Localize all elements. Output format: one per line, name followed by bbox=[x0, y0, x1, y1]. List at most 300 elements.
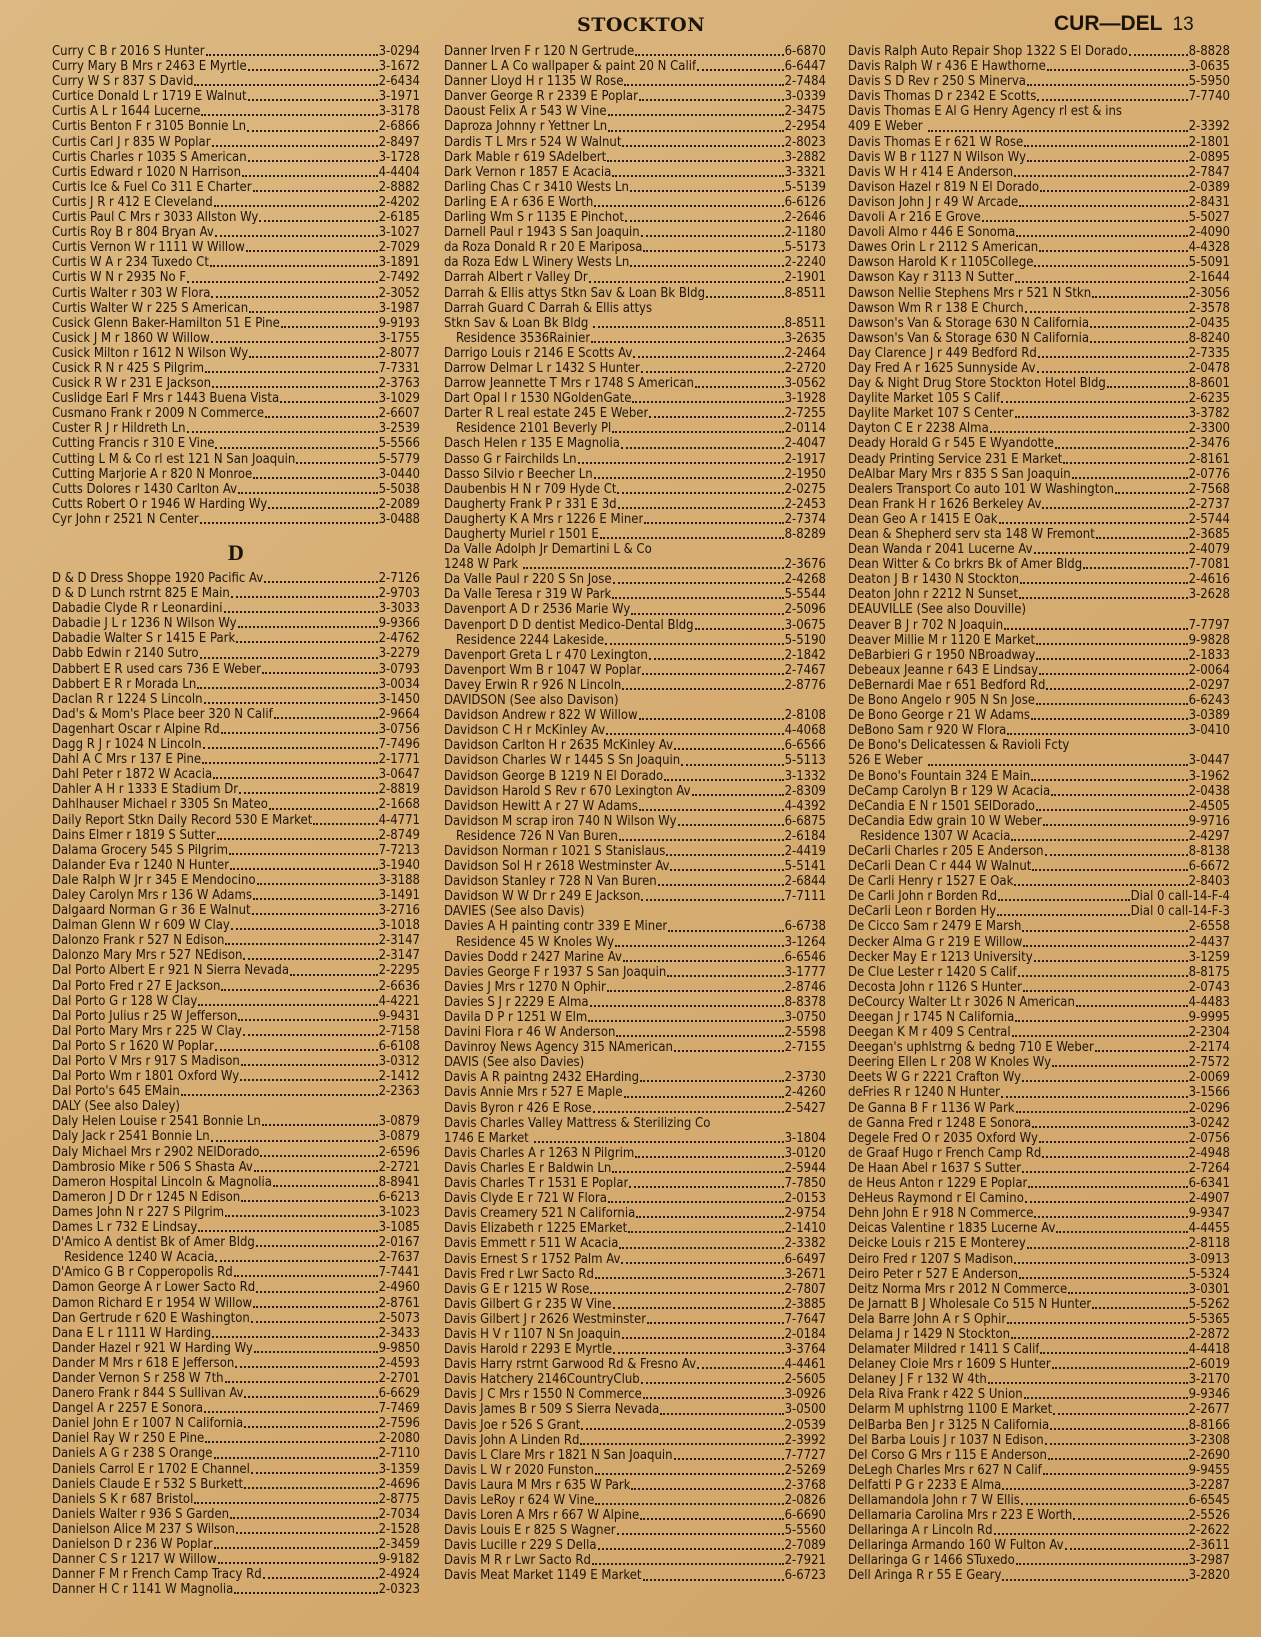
dot-leader bbox=[605, 643, 783, 645]
listing-phone: 6-6875 bbox=[784, 813, 826, 829]
dot-leader bbox=[215, 447, 377, 449]
listing-phone: 3-1332 bbox=[784, 768, 826, 784]
listing-phone: 2-1771 bbox=[378, 752, 420, 768]
dot-leader bbox=[697, 69, 784, 71]
dot-leader bbox=[649, 658, 784, 660]
listing-entry bbox=[444, 452, 826, 467]
listing-name: De Carli Henry r 1527 E Oak bbox=[848, 874, 1014, 890]
listing-name: Davis James B r 509 S Sierra Nevada bbox=[444, 1402, 660, 1418]
listing-name: Dagenhart Oscar r Alpine Rd bbox=[52, 721, 220, 737]
listing-entry bbox=[444, 104, 826, 119]
listing-name: Day & Night Drug Store Stockton Hotel Bldg bbox=[848, 376, 1106, 392]
listing-name: Dabb Edwin r 2140 Sutro bbox=[52, 646, 199, 662]
listing-name: Dahl Peter r 1872 W Acacia bbox=[52, 767, 213, 783]
listing-entry bbox=[444, 44, 826, 59]
listing-entry bbox=[52, 436, 420, 451]
listing-phone: 7-7727 bbox=[784, 1447, 826, 1463]
listing-phone: 2-1528 bbox=[378, 1521, 420, 1537]
listing-phone: 3-1928 bbox=[784, 391, 826, 407]
listing-entry bbox=[444, 859, 826, 874]
listing-name: Darling Wm S r 1135 E Pinchot bbox=[444, 210, 624, 226]
listing-name: DeCarli Charles r 205 E Anderson bbox=[848, 843, 1044, 859]
listing-name: Dawson Nellie Stephens Mrs r 521 N Stkn bbox=[848, 285, 1092, 301]
listing-name: Davis H V r 1107 N Sn Joaquin bbox=[444, 1326, 621, 1342]
listing-name: Davis W H r 414 E Anderson bbox=[848, 164, 1014, 180]
dot-leader bbox=[204, 1411, 377, 1413]
listing-entry bbox=[444, 1433, 826, 1448]
listing-phone: 2-2646 bbox=[784, 210, 826, 226]
listing-entry bbox=[444, 723, 826, 738]
listing-entry bbox=[444, 376, 826, 391]
listing-name: Davison Hazel r 819 N El Dorado bbox=[848, 179, 1040, 195]
listing-phone: 3-3764 bbox=[784, 1342, 826, 1358]
listing-name: Dains Elmer r 1819 S Sutter bbox=[52, 827, 216, 843]
dot-leader bbox=[695, 628, 784, 630]
listing-name: Dangel A r 2257 E Sonora bbox=[52, 1401, 204, 1417]
listing-name: DeCourcy Walter Lt r 3026 N American bbox=[848, 994, 1075, 1010]
listing-name: Davis John A Linden Rd bbox=[444, 1432, 580, 1448]
listing-name: Decker Alma G r 219 E Willow bbox=[848, 934, 1023, 950]
listing-entry bbox=[848, 557, 1230, 572]
dot-leader bbox=[592, 1563, 784, 1565]
listing-entry bbox=[52, 512, 420, 527]
dot-leader bbox=[1072, 477, 1188, 479]
dot-leader bbox=[622, 688, 783, 690]
listing-phone: 3-1259 bbox=[1188, 949, 1230, 965]
listing-name: Deaver Millie M r 1120 E Market bbox=[848, 632, 1036, 648]
listing-entry bbox=[52, 74, 420, 89]
dot-leader bbox=[613, 1307, 784, 1309]
dot-leader bbox=[621, 447, 784, 449]
listing-phone: 2-4419 bbox=[784, 843, 826, 859]
listing-column-1 bbox=[52, 44, 420, 1597]
dot-leader bbox=[1040, 1352, 1187, 1354]
listing-phone: 6-6447 bbox=[784, 59, 826, 75]
listing-name: Curtis A L r 1644 Lucerne bbox=[52, 104, 201, 120]
listing-phone: 6-6243 bbox=[1188, 693, 1230, 709]
listing-phone: 2-7492 bbox=[378, 270, 420, 286]
listing-entry bbox=[848, 633, 1230, 648]
listing-entry bbox=[52, 1129, 420, 1144]
listing-entry bbox=[848, 1357, 1230, 1372]
listing-phone: 2-6434 bbox=[378, 74, 420, 90]
listing-name: D & D Lunch rstrnt 825 E Main bbox=[52, 586, 230, 602]
listing-phone: 2-2677 bbox=[1188, 1402, 1230, 1418]
listing-name: De Bono's Fountain 324 E Main bbox=[848, 768, 1031, 784]
dot-leader bbox=[534, 1141, 784, 1143]
listing-entry bbox=[848, 255, 1230, 270]
listing-entry bbox=[848, 301, 1230, 316]
dot-leader bbox=[1031, 718, 1188, 720]
listing-name: DeCarli Dean C r 444 W Walnut bbox=[848, 859, 1032, 875]
listing-entry bbox=[848, 527, 1230, 542]
listing-entry bbox=[848, 1085, 1230, 1100]
listing-name: Dean Witter & Co brkrs Bk of Amer Bldg bbox=[848, 557, 1083, 573]
dot-leader bbox=[633, 356, 783, 358]
listing-entry bbox=[444, 1387, 826, 1402]
listing-entry bbox=[848, 1433, 1230, 1448]
listing-entry bbox=[52, 782, 420, 797]
listing-phone: 3-3782 bbox=[1188, 406, 1230, 422]
listing-name: Davis Louis E r 825 S Wagner bbox=[444, 1523, 616, 1539]
listing-phone: 2-4593 bbox=[378, 1355, 420, 1371]
dot-leader bbox=[241, 1064, 378, 1066]
listing-phone: 2-2363 bbox=[378, 1084, 420, 1100]
listing-entry bbox=[52, 1160, 420, 1175]
listing-phone: 2-3052 bbox=[378, 285, 420, 301]
section-letter: D bbox=[228, 540, 244, 565]
listing-name: Darrah Albert r Valley Dr bbox=[444, 270, 588, 286]
listing-name: Davis J C Mrs r 1550 N Commerce bbox=[444, 1387, 642, 1403]
listing-entry bbox=[444, 1025, 826, 1040]
listing-phone: 2-4297 bbox=[1188, 828, 1230, 844]
dot-leader bbox=[628, 1231, 783, 1233]
listing-phone: 3-0242 bbox=[1188, 1115, 1230, 1131]
listing-name: Cusick J M r 1860 W Willow bbox=[52, 330, 210, 346]
listing-phone: 6-6546 bbox=[784, 949, 826, 965]
listing-name: Curtis Edward r 1020 N Harrison bbox=[52, 164, 242, 180]
listing-phone: 2-0438 bbox=[1188, 783, 1230, 799]
listing-phone: 2-5605 bbox=[784, 1372, 826, 1388]
listing-phone: 2-1668 bbox=[378, 797, 420, 813]
listing-name: Davidson Sol H r 2618 Westminster Av bbox=[444, 859, 670, 875]
dot-leader bbox=[203, 747, 378, 749]
listing-phone: 8-8175 bbox=[1188, 964, 1230, 980]
listing-entry bbox=[52, 1220, 420, 1235]
dot-leader bbox=[623, 960, 784, 962]
listing-phone: 2-8497 bbox=[378, 134, 420, 150]
dot-leader bbox=[1016, 235, 1187, 237]
listing-phone: 2-0069 bbox=[1188, 1070, 1230, 1086]
listing-entry bbox=[848, 1161, 1230, 1176]
dot-leader bbox=[600, 537, 784, 539]
listing-entry bbox=[52, 104, 420, 119]
listing-phone: 3-1987 bbox=[378, 300, 420, 316]
listing-entry bbox=[444, 150, 826, 165]
listing-entry bbox=[52, 497, 420, 512]
dot-leader bbox=[595, 1473, 784, 1475]
listing-name: Danielson Alice M 237 S Wilson bbox=[52, 1521, 235, 1537]
listing-entry bbox=[444, 512, 826, 527]
dot-leader bbox=[1042, 507, 1187, 509]
listing-name: Darling E A r 636 E Worth bbox=[444, 194, 594, 210]
dot-leader bbox=[273, 1185, 378, 1187]
listing-entry bbox=[848, 150, 1230, 165]
listing-name: Dayton C E r 2238 Alma bbox=[848, 421, 989, 437]
dot-leader bbox=[248, 160, 378, 162]
dot-leader bbox=[622, 1337, 784, 1339]
listing-phone: 5-5113 bbox=[784, 753, 826, 769]
listing-entry bbox=[848, 1478, 1230, 1493]
listing-phone: 2-0389 bbox=[1188, 179, 1230, 195]
listing-name: Da Valle Teresa r 319 W Park bbox=[444, 587, 612, 603]
listing-entry bbox=[444, 436, 826, 451]
listing-name: Delfatti P G r 2233 E Alma bbox=[848, 1477, 1002, 1493]
section-heading: DAVIS (See also Davies) bbox=[444, 1055, 585, 1071]
dot-leader bbox=[1028, 1186, 1187, 1188]
listing-phone: 2-4090 bbox=[1188, 225, 1230, 241]
listing-phone: 2-4960 bbox=[378, 1280, 420, 1296]
listing-phone: 3-3188 bbox=[378, 872, 420, 888]
listing-phone: 7-7647 bbox=[784, 1311, 826, 1327]
dot-leader bbox=[594, 477, 784, 479]
dot-leader bbox=[238, 626, 378, 628]
listing-phone: 6-6672 bbox=[1188, 859, 1230, 875]
listing-entry bbox=[444, 346, 826, 361]
dot-leader bbox=[674, 748, 784, 750]
listing-name: Davis Thomas E r 621 W Rose bbox=[848, 134, 1024, 150]
listing-entry bbox=[444, 497, 826, 512]
listing-phone: 8-8828 bbox=[1188, 44, 1230, 59]
listing-entry bbox=[52, 1552, 420, 1567]
listing-entry bbox=[848, 814, 1230, 829]
listing-phone: 5-5365 bbox=[1188, 1311, 1230, 1327]
listing-phone: 2-2240 bbox=[784, 255, 826, 271]
listing-phone: 2-0297 bbox=[1188, 677, 1230, 693]
dot-leader bbox=[1019, 1277, 1187, 1279]
listing-phone: 2-1801 bbox=[1188, 134, 1230, 150]
listing-entry bbox=[444, 1493, 826, 1508]
dot-leader bbox=[221, 989, 377, 991]
listing-name: Residence 1240 W Acacia bbox=[64, 1250, 215, 1266]
listing-phone: 5-5779 bbox=[378, 451, 420, 467]
listing-name: Delamater Mildred r 1411 S Calif bbox=[848, 1342, 1040, 1358]
dot-leader bbox=[1090, 326, 1188, 328]
listing-phone: 7-7111 bbox=[784, 889, 826, 905]
listing-entry bbox=[848, 1568, 1230, 1583]
listing-entry bbox=[52, 150, 420, 165]
listing-phone: 3-0500 bbox=[784, 1402, 826, 1418]
listing-phone: 3-1566 bbox=[1188, 1085, 1230, 1101]
dot-leader bbox=[281, 326, 378, 328]
listing-entry bbox=[848, 1236, 1230, 1251]
listing-entry bbox=[52, 1114, 420, 1129]
listing-entry bbox=[444, 255, 826, 270]
listing-entry bbox=[444, 467, 826, 482]
listing-name: DeCandia Edw grain 10 W Weber bbox=[848, 813, 1042, 829]
listing-entry bbox=[848, 1327, 1230, 1342]
listing-name: Cutting Francis r 310 E Vine bbox=[52, 436, 215, 452]
listing-phone: 3-3033 bbox=[378, 601, 420, 617]
listing-entry bbox=[52, 873, 420, 888]
listing-phone: 2-8746 bbox=[784, 979, 826, 995]
listing-entry bbox=[848, 406, 1230, 421]
listing-phone: 2-0064 bbox=[1188, 662, 1230, 678]
listing-phone: 6-6629 bbox=[378, 1386, 420, 1402]
listing-column-3 bbox=[848, 44, 1230, 1584]
listing-entry bbox=[444, 286, 826, 301]
listing-phone: 2-7110 bbox=[378, 1446, 420, 1462]
listing-name: Residence 3536Rainier bbox=[456, 330, 591, 346]
listing-name: Cuslidge Earl F Mrs r 1443 Buena Vista bbox=[52, 391, 280, 407]
dot-leader bbox=[1052, 1367, 1188, 1369]
dot-leader bbox=[928, 130, 1188, 132]
dot-leader bbox=[262, 672, 378, 674]
dot-leader bbox=[990, 431, 1188, 433]
listing-entry bbox=[444, 1478, 826, 1493]
listing-entry bbox=[52, 979, 420, 994]
listing-phone: 4-4068 bbox=[784, 723, 826, 739]
listing-phone: 2-5073 bbox=[378, 1310, 420, 1326]
listing-phone: 3-2170 bbox=[1188, 1372, 1230, 1388]
listing-entry bbox=[52, 933, 420, 948]
listing-entry bbox=[444, 1463, 826, 1478]
listing-entry bbox=[444, 769, 826, 784]
listing-name: Dark Vernon r 1857 E Acacia bbox=[444, 164, 612, 180]
listing-name: Davies J Mrs r 1270 N Ophir bbox=[444, 979, 606, 995]
listing-entry bbox=[52, 1280, 420, 1295]
listing-name: Curry W S r 837 S David bbox=[52, 74, 194, 90]
listing-name: Del Corso G Mrs r 115 E Anderson bbox=[848, 1447, 1047, 1463]
listing-entry bbox=[52, 767, 420, 782]
listing-phone: 2-1833 bbox=[1188, 647, 1230, 663]
listing-entry bbox=[848, 361, 1230, 376]
dot-leader bbox=[999, 522, 1188, 524]
dot-leader bbox=[1012, 1035, 1188, 1037]
listing-phone: 5-5544 bbox=[784, 587, 826, 603]
listing-entry bbox=[444, 1176, 826, 1191]
listing-entry bbox=[444, 527, 826, 542]
listing-name: D & D Dress Shoppe 1920 Pacific Av bbox=[52, 571, 264, 586]
dot-leader bbox=[241, 1200, 377, 1202]
listing-entry bbox=[444, 135, 826, 150]
listing-entry bbox=[848, 965, 1230, 980]
listing-phone: 2-5269 bbox=[784, 1462, 826, 1478]
listing-phone: 5-5091 bbox=[1188, 255, 1230, 271]
dot-leader bbox=[1018, 975, 1188, 977]
dot-leader bbox=[635, 1156, 783, 1158]
listing-name: DeBarbieri G r 1950 NBroadway bbox=[848, 647, 1036, 663]
dot-leader bbox=[670, 869, 783, 871]
listing-phone: 5-5262 bbox=[1188, 1296, 1230, 1312]
listing-phone: 9-9182 bbox=[378, 1552, 420, 1568]
listing-phone: 2-3433 bbox=[378, 1325, 420, 1341]
listing-phone: 2-2737 bbox=[1188, 496, 1230, 512]
listing-continuation bbox=[444, 316, 826, 331]
listing-name: Davis M R r Lwr Sacto Rd bbox=[444, 1553, 591, 1569]
listing-name: Danver George R r 2339 E Poplar bbox=[444, 89, 638, 105]
listing-name: Daly Jack r 2541 Bonnie Ln bbox=[52, 1129, 210, 1145]
listing-entry bbox=[52, 1250, 420, 1265]
listing-name: Residence 2101 Beverly Pl bbox=[456, 421, 612, 437]
listing-entry bbox=[444, 1357, 826, 1372]
listing-entry bbox=[848, 74, 1230, 89]
dot-leader bbox=[1031, 779, 1187, 781]
listing-entry bbox=[52, 1356, 420, 1371]
listing-entry bbox=[52, 858, 420, 873]
listing-name: Deering Ellen L r 208 W Knoles Wy bbox=[848, 1055, 1052, 1071]
listing-phone: 3-0793 bbox=[378, 661, 420, 677]
listing-name: Deaton J B r 1430 N Stockton bbox=[848, 572, 1020, 588]
listing-entry bbox=[52, 571, 420, 586]
dot-leader bbox=[1076, 1005, 1188, 1007]
name-range-label: CUR—DEL bbox=[1054, 12, 1163, 35]
dot-leader bbox=[1019, 597, 1188, 599]
dot-leader bbox=[248, 99, 378, 101]
listing-entry bbox=[848, 512, 1230, 527]
listing-name: Curtice Donald L r 1719 E Walnut bbox=[52, 89, 247, 105]
listing-name: DeCarli Leon r Borden Hy bbox=[848, 904, 997, 920]
listing-entry bbox=[444, 1342, 826, 1357]
listing-phone: 3-0488 bbox=[378, 511, 420, 527]
dot-leader bbox=[1129, 54, 1188, 56]
listing-phone: 2-0114 bbox=[784, 421, 826, 437]
listing-name: Dela Riva Frank r 422 S Union bbox=[848, 1387, 1023, 1403]
dot-leader bbox=[263, 1577, 378, 1579]
dot-leader bbox=[1042, 1156, 1187, 1158]
listing-entry bbox=[848, 663, 1230, 678]
listing-phone: 2-7374 bbox=[784, 511, 826, 527]
listing-phone: 3-1971 bbox=[378, 89, 420, 105]
listing-entry bbox=[848, 1418, 1230, 1433]
dot-leader bbox=[204, 702, 378, 704]
listing-phone: 2-6636 bbox=[378, 978, 420, 994]
listing-entry bbox=[848, 1055, 1230, 1070]
listing-phone: Dial 0 call-14-F-4 bbox=[1130, 889, 1230, 905]
listing-entry bbox=[848, 980, 1230, 995]
dot-leader bbox=[1036, 643, 1188, 645]
listing-phone: 9-9431 bbox=[378, 1008, 420, 1024]
listing-name: Dean Wanda r 2041 Lucerne Av bbox=[848, 542, 1033, 558]
listing-name: Daubenbis H N r 709 Hyde Ct bbox=[444, 481, 617, 497]
dot-leader bbox=[280, 401, 377, 403]
listing-name: Dan Gertrude r 620 E Washington bbox=[52, 1310, 250, 1326]
listing-name: Davidson Stanley r 728 N Van Buren bbox=[444, 874, 657, 890]
listing-phone: 2-8403 bbox=[1188, 874, 1230, 890]
dot-leader bbox=[630, 265, 783, 267]
listing-phone: 7-7496 bbox=[378, 737, 420, 753]
listing-phone: 3-2671 bbox=[784, 1266, 826, 1282]
listing-entry bbox=[52, 286, 420, 301]
listing-name: Curtis Charles r 1035 S American bbox=[52, 149, 247, 165]
listing-name: Davidson M scrap iron 740 N Wilson Wy bbox=[444, 813, 677, 829]
listing-entry bbox=[848, 436, 1230, 451]
listing-phone: 8-8511 bbox=[784, 315, 826, 331]
listing-entry bbox=[52, 1431, 420, 1446]
dot-leader bbox=[290, 974, 378, 976]
dot-leader bbox=[187, 281, 377, 283]
dot-leader bbox=[593, 326, 783, 328]
listing-name: Dealers Transport Co auto 101 W Washington bbox=[848, 481, 1114, 497]
listing-entry bbox=[848, 1206, 1230, 1221]
listing-entry bbox=[52, 421, 420, 436]
dot-leader bbox=[1046, 688, 1187, 690]
listing-entry bbox=[52, 1069, 420, 1084]
listing-entry bbox=[52, 1175, 420, 1190]
listing-name: Davenport Greta L r 470 Lexington bbox=[444, 647, 648, 663]
listing-name: DeCandia E N r 1501 SElDorado bbox=[848, 798, 1035, 814]
listing-entry bbox=[52, 797, 420, 812]
listing-name: Davidson Norman r 1021 S Stanislaus bbox=[444, 843, 666, 859]
listing-entry bbox=[444, 1508, 826, 1523]
dot-leader bbox=[1034, 265, 1187, 267]
listing-entry bbox=[52, 888, 420, 903]
listing-phone: 3-0756 bbox=[378, 721, 420, 737]
listing-name: Dasso G r Fairchilds Ln bbox=[444, 451, 577, 467]
listing-entry bbox=[444, 361, 826, 376]
dot-leader bbox=[617, 1533, 784, 1535]
listing-entry bbox=[52, 1235, 420, 1250]
dot-leader bbox=[240, 1079, 377, 1081]
listing-phone: 2-0184 bbox=[784, 1326, 826, 1342]
listing-entry bbox=[848, 467, 1230, 482]
listing-name: Danner C S r 1217 W Willow bbox=[52, 1552, 217, 1568]
listing-entry bbox=[444, 1372, 826, 1387]
listing-phone: 4-4455 bbox=[1188, 1221, 1230, 1237]
listing-entry bbox=[848, 1010, 1230, 1025]
listing-name: De Ganna B F r 1136 W Park bbox=[848, 1100, 1015, 1116]
listing-entry bbox=[848, 844, 1230, 859]
